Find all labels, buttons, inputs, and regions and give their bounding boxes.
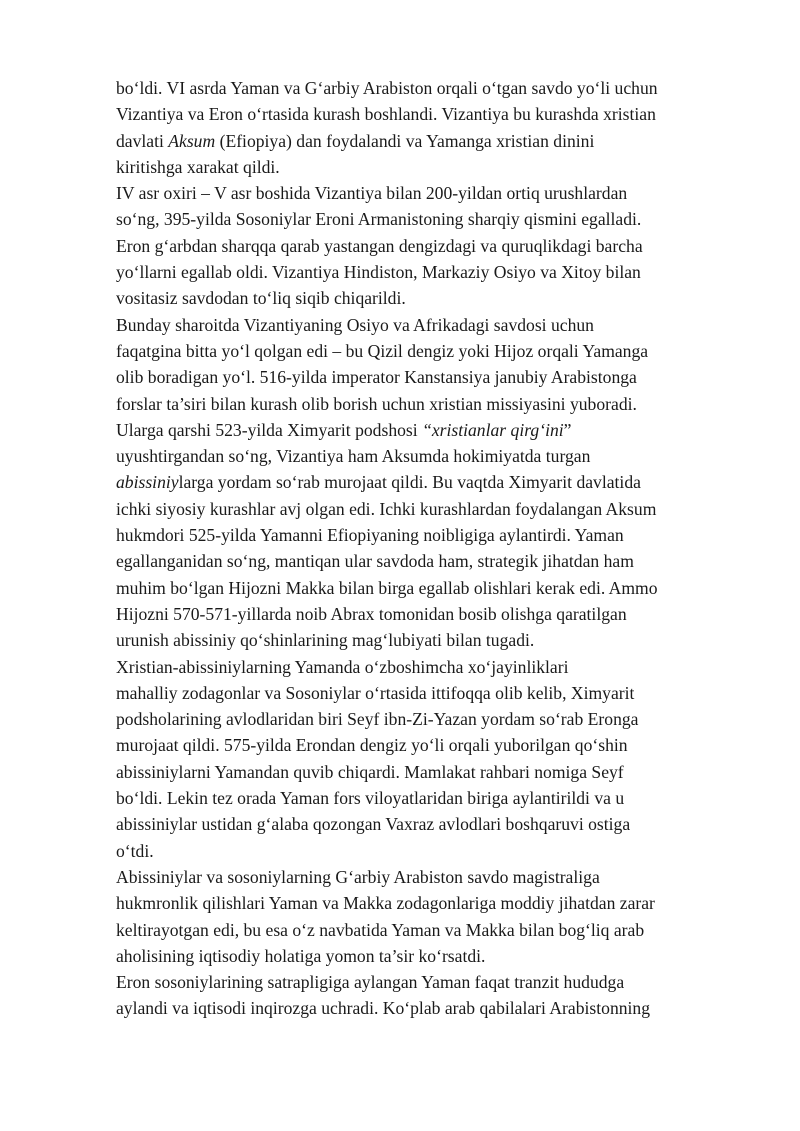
text-run: forslar ta’siri bilan kurash olib borish uchun xristian missiyasini yuboradi. <box>116 393 637 414</box>
text-run: hukmdori 525-yilda Yamanni Efiopiyaning noibligiga aylantirdi. Yaman <box>116 525 624 546</box>
text-line <box>116 259 756 285</box>
text-line <box>116 391 756 417</box>
italic-term: “xristianlar qirg‘ini <box>422 419 564 440</box>
text-run: podsholarining avlodlaridan biri Seyf ibn-Zi-Yazan yordam so‘rab Eronga <box>116 709 639 730</box>
text-run: uyushtirgandan so‘ng, Vizantiya ham Aksumda hokimiyatda turgan <box>116 446 591 467</box>
text-run: vositasiz savdodan to‘liq siqib chiqarildi. <box>116 288 406 309</box>
text-line <box>116 417 756 443</box>
text-run: Xristian-abissiniylarning Yamanda o‘zboshimcha xo‘jayinliklari <box>116 656 569 677</box>
text-run: olib boradigan yo‘l. 516-yilda imperator Kanstansiya janubiy Arabistonga <box>116 367 637 388</box>
text-line <box>116 732 756 758</box>
text-run: Ularga qarshi 523-yilda Ximyarit podshosi <box>116 419 423 440</box>
text-run: yo‘llarni egallab oldi. Vizantiya Hindiston, Markaziy Osiyo va Xitoy bilan <box>116 262 641 283</box>
text-run: aholisining iqtisodiy holatiga yomon ta’sir ko‘rsatdi. <box>116 945 486 966</box>
text-run: abissiniylar ustidan g‘alaba qozongan Vaxraz avlodlari boshqaruvi ostiga <box>116 814 631 835</box>
text-line <box>116 575 756 601</box>
text-line <box>116 838 756 864</box>
text-line <box>116 680 756 706</box>
text-run: urunish abissiniy qo‘shinlarining mag‘lubiyati bilan tugadi. <box>116 630 535 651</box>
text-run: Eron sosoniylarining satrapligiga aylangan Yaman faqat tranzit hududga <box>116 972 625 993</box>
text-line <box>116 522 756 548</box>
text-line <box>116 206 756 232</box>
text-line <box>116 601 756 627</box>
text-run: Vizantiya va Eron o‘rtasida kurash boshlandi. Vizantiya bu kurashda xristian <box>116 104 656 125</box>
italic-term: abissiniy <box>116 472 179 493</box>
text-line <box>116 154 756 180</box>
text-run: ” <box>563 419 572 440</box>
text-run: so‘ng, 395-yilda Sosoniylar Eroni Armanistoning sharqiy qismini egalladi. <box>116 209 642 230</box>
text-run: Eron g‘arbdan sharqqa qarab yastangan dengizdagi va quruqlikdagi barcha <box>116 235 643 256</box>
text-line <box>116 890 756 916</box>
text-line <box>116 285 756 311</box>
text-line <box>116 969 756 995</box>
text-run: egallanganidan so‘ng, mantiqan ular savdoda ham, strategik jihatdan ham <box>116 551 634 572</box>
text-run: IV asr oxiri – V asr boshida Vizantiya bilan 200-yildan ortiq urushlardan <box>116 183 628 204</box>
text-run: larga yordam so‘rab murojaat qildi. Bu vaqtda Ximyarit davlatida <box>178 472 641 493</box>
text-line <box>116 917 756 943</box>
text-line <box>116 759 756 785</box>
text-line <box>116 627 756 653</box>
text-line <box>116 469 756 495</box>
text-line <box>116 943 756 969</box>
body-text <box>116 75 756 1022</box>
text-line <box>116 364 756 390</box>
text-run: bo‘ldi. Lekin tez orada Yaman fors viloyatlaridan biriga aylantirildi va u <box>116 788 625 809</box>
text-run: aylandi va iqtisodi inqirozga uchradi. Ko‘plab arab qabilalari Arabistonning <box>116 998 651 1019</box>
text-run: bo‘ldi. VI asrda Yaman va G‘arbiy Arabiston orqali o‘tgan savdo yo‘li uchun <box>116 78 658 98</box>
text-line <box>116 312 756 338</box>
text-line <box>116 101 756 127</box>
text-line <box>116 654 756 680</box>
text-run: Abissiniylar va sosoniylarning G‘arbiy Arabiston savdo magistraliga <box>116 866 600 887</box>
text-run: keltirayotgan edi, bu esa o‘z navbatida Yaman va Makka bilan bog‘liq arab <box>116 919 645 940</box>
text-line <box>116 995 756 1021</box>
text-line <box>116 811 756 837</box>
text-line <box>116 233 756 259</box>
text-run: Bunday sharoitda Vizantiyaning Osiyo va Afrikadagi savdosi uchun <box>116 314 594 335</box>
text-run: Hijozni 570-571-yillarda noib Abrax tomonidan bosib olishga qaratilgan <box>116 603 627 624</box>
text-run: murojaat qildi. 575-yilda Erondan dengiz yo‘li orqali yuborilgan qo‘shin <box>116 735 628 756</box>
text-run: hukmronlik qilishlari Yaman va Makka zodagonlariga moddiy jihatdan zarar <box>116 893 655 914</box>
text-line <box>116 180 756 206</box>
text-run: faqatgina bitta yo‘l qolgan edi – bu Qizil dengiz yoki Hijoz orqali Yamanga <box>116 340 649 361</box>
text-line <box>116 864 756 890</box>
text-run: mahalliy zodagonlar va Sosoniylar o‘rtasida ittifoqqa olib kelib, Ximyarit <box>116 682 635 703</box>
text-run: kiritishga xarakat qildi. <box>116 156 280 177</box>
text-line <box>116 706 756 732</box>
text-line <box>116 338 756 364</box>
text-run: davlati <box>116 130 169 151</box>
italic-term: Aksum <box>168 130 216 151</box>
text-line <box>116 443 756 469</box>
text-run: o‘tdi. <box>116 840 154 861</box>
text-run: abissiniylarni Yamandan quvib chiqardi. Mamlakat rahbari nomiga Seyf <box>116 761 624 782</box>
text-line <box>116 128 756 154</box>
text-line <box>116 548 756 574</box>
text-line <box>116 496 756 522</box>
text-run: (Efiopiya) dan foydalandi va Yamanga xristian dinini <box>215 130 595 151</box>
text-line <box>116 785 756 811</box>
text-line <box>116 75 756 101</box>
text-run: muhim bo‘lgan Hijozni Makka bilan birga egallab olishlari kerak edi. Ammo <box>116 577 658 598</box>
text-run: ichki siyosiy kurashlar avj olgan edi. Ichki kurashlardan foydalangan Aksum <box>116 498 657 519</box>
